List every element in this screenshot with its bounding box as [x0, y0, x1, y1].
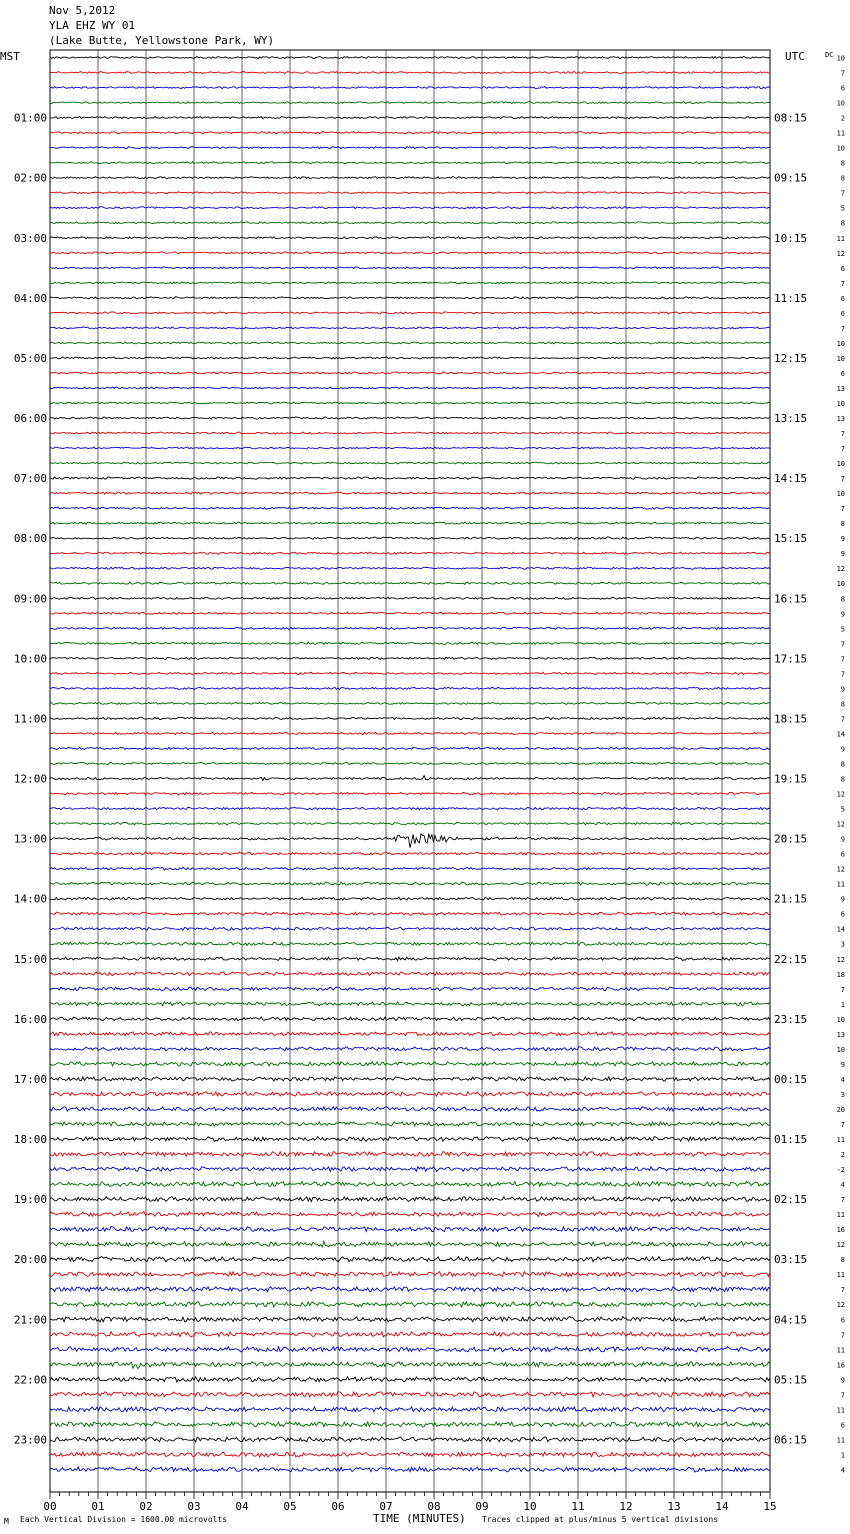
trace-line: [50, 792, 770, 795]
hour-label-left: 03:00: [13, 231, 47, 245]
x-tick-label: 02: [139, 1500, 153, 1513]
trace-line: [50, 957, 770, 961]
dc-offset-label: 12: [836, 1241, 845, 1250]
hour-label-left: 19:00: [13, 1193, 47, 1207]
dc-offset-label: 10: [836, 54, 845, 63]
dc-offset-label: 7: [840, 640, 845, 649]
trace-line: [50, 1167, 770, 1172]
trace-line: [50, 987, 770, 991]
hour-label-left: 08:00: [13, 532, 47, 546]
dc-offset-label: 8: [840, 1256, 845, 1265]
hour-label-right: 18:15: [774, 712, 808, 726]
hour-label-right: 12:15: [774, 351, 808, 365]
dc-offset-label: 10: [836, 99, 845, 108]
trace-line: [50, 1227, 770, 1232]
trace-line: [50, 627, 770, 629]
hour-label-right: 22:15: [774, 952, 808, 966]
x-axis-title: TIME (MINUTES): [373, 1512, 466, 1525]
dc-offset-label: 7: [840, 279, 845, 288]
x-tick-label: 05: [283, 1500, 297, 1513]
dc-offset-label: 4: [840, 1075, 845, 1084]
dc-offset-label: 11: [836, 1406, 845, 1415]
trace-line: [50, 717, 770, 719]
trace-line: [50, 1241, 770, 1247]
trace-line: [50, 657, 770, 659]
trace-line: [50, 582, 770, 584]
x-tick-label: 04: [235, 1500, 249, 1513]
dc-offset-label: 7: [840, 69, 845, 78]
dc-offset-label: 6: [840, 910, 845, 919]
trace-line: [50, 776, 770, 781]
dc-header-label: DC: [825, 51, 834, 59]
dc-offset-label: 10: [836, 490, 845, 499]
hour-label-right: 00:15: [774, 1072, 808, 1086]
trace-line: [50, 1257, 770, 1262]
trace-line: [50, 462, 770, 464]
trace-line: [50, 192, 770, 194]
trace-line: [50, 1452, 770, 1457]
dc-offset-label: 6: [840, 369, 845, 378]
dc-offset-label: 12: [836, 1301, 845, 1310]
trace-line: [50, 1137, 770, 1142]
dc-offset-label: 12: [836, 820, 845, 829]
trace-line: [50, 1182, 770, 1187]
trace-line: [50, 612, 770, 614]
dc-offset-label: 10: [836, 1015, 845, 1024]
dc-offset-label: 7: [840, 505, 845, 514]
dc-offset-label: 7: [840, 670, 845, 679]
dc-offset-label: 7: [840, 1286, 845, 1295]
hour-label-left: 23:00: [13, 1433, 47, 1447]
dc-offset-label: 1: [840, 1451, 845, 1460]
hour-label-right: 20:15: [774, 832, 808, 846]
hour-label-left: 09:00: [13, 592, 47, 606]
trace-line: [50, 687, 770, 689]
x-tick-label: 00: [43, 1500, 57, 1513]
x-tick-label: 09: [475, 1500, 489, 1513]
right-timezone-label: UTC: [785, 50, 805, 63]
trace-line: [50, 1212, 770, 1217]
trace-line: [50, 1422, 770, 1427]
dc-offset-label: 7: [840, 715, 845, 724]
trace-line: [50, 492, 770, 494]
trace-line: [50, 327, 770, 329]
station-location: (Lake Butte, Yellowstone Park, WY): [49, 34, 275, 47]
dc-offset-label: 16: [836, 1361, 845, 1370]
left-timezone-label: MST: [0, 50, 20, 63]
dc-offset-label: 9: [840, 1060, 845, 1069]
dc-offset-label: 8: [840, 700, 845, 709]
hour-label-left: 16:00: [13, 1012, 47, 1026]
hour-label-right: 08:15: [774, 111, 808, 125]
dc-offset-label: 3: [840, 1090, 845, 1099]
hour-label-left: 22:00: [13, 1373, 47, 1387]
trace-line: [50, 372, 770, 374]
dc-offset-label: 14: [836, 730, 845, 739]
trace-line: [50, 1332, 770, 1337]
dc-offset-label: 9: [840, 895, 845, 904]
clip-note: Traces clipped at plus/minus 5 vertical divisions: [482, 1515, 719, 1524]
trace-line: [50, 1317, 770, 1322]
hour-label-left: 11:00: [13, 712, 47, 726]
dc-offset-label: 6: [840, 84, 845, 93]
trace-line: [50, 642, 770, 644]
trace-line: [50, 1002, 770, 1006]
dc-offset-label: 8: [840, 775, 845, 784]
trace-line: [50, 1077, 770, 1081]
hour-label-left: 13:00: [13, 832, 47, 846]
dc-offset-label: 7: [840, 445, 845, 454]
hour-label-right: 16:15: [774, 592, 808, 606]
dc-offset-label: 7: [840, 1120, 845, 1129]
trace-line: [50, 87, 770, 89]
trace-line: [50, 1122, 770, 1127]
trace-line: [50, 222, 770, 224]
dc-offset-label: 6: [840, 309, 845, 318]
dc-offset-label: 5: [840, 204, 845, 213]
dc-offset-label: 8: [840, 520, 845, 529]
trace-line: [50, 1302, 770, 1307]
trace-line: [50, 132, 770, 134]
trace-line: [50, 522, 770, 524]
hour-label-right: 10:15: [774, 231, 808, 245]
trace-line: [50, 102, 770, 104]
dc-offset-label: 11: [836, 1136, 845, 1145]
trace-line: [50, 1152, 770, 1157]
dc-offset-label: 7: [840, 1196, 845, 1205]
trace-line: [50, 297, 770, 299]
dc-offset-label: 10: [836, 1045, 845, 1054]
hour-label-left: 20:00: [13, 1253, 47, 1267]
dc-offset-label: 7: [840, 189, 845, 198]
trace-line: [50, 537, 770, 539]
dc-offset-label: 12: [836, 865, 845, 874]
trace-line: [50, 1017, 770, 1021]
dc-offset-label: 5: [840, 625, 845, 634]
dc-offset-label: 10: [836, 144, 845, 153]
trace-line: [50, 162, 770, 164]
hour-label-left: 02:00: [13, 171, 47, 185]
trace-line: [50, 72, 770, 74]
trace-line: [50, 267, 770, 269]
hour-label-left: 10:00: [13, 652, 47, 666]
hour-label-right: 23:15: [774, 1012, 808, 1026]
dc-offset-label: 9: [840, 535, 845, 544]
dc-offset-label: 8: [840, 219, 845, 228]
hour-label-right: 21:15: [774, 892, 808, 906]
dc-offset-label: 10: [836, 399, 845, 408]
trace-line: [50, 834, 770, 848]
trace-line: [50, 852, 770, 855]
hour-label-right: 14:15: [774, 472, 808, 486]
dc-offset-label: 11: [836, 1211, 845, 1220]
dc-offset-label: 8: [840, 159, 845, 168]
dc-offset-label: 7: [840, 985, 845, 994]
trace-line: [50, 477, 770, 479]
x-tick-label: 12: [619, 1500, 633, 1513]
trace-line: [50, 882, 770, 885]
hour-label-right: 19:15: [774, 772, 808, 786]
trace-line: [50, 1392, 770, 1397]
trace-line: [50, 387, 770, 389]
dc-offset-label: 11: [836, 1436, 845, 1445]
dc-offset-label: 11: [836, 234, 845, 243]
hour-label-right: 04:15: [774, 1313, 808, 1327]
hour-label-right: 03:15: [774, 1253, 808, 1267]
trace-line: [50, 567, 770, 569]
trace-line: [50, 1347, 770, 1352]
dc-offset-label: 6: [840, 1421, 845, 1430]
trace-line: [50, 597, 770, 599]
x-tick-label: 07: [379, 1500, 393, 1513]
dc-offset-label: 13: [836, 384, 845, 393]
trace-line: [50, 672, 770, 674]
trace-line: [50, 57, 770, 59]
x-tick-label: 01: [91, 1500, 105, 1513]
hour-label-left: 06:00: [13, 412, 47, 426]
dc-offset-label: 8: [840, 174, 845, 183]
dc-offset-label: -2: [836, 1166, 845, 1175]
dc-offset-label: 4: [840, 1181, 845, 1190]
x-tick-label: 06: [331, 1500, 345, 1513]
x-tick-label: 13: [667, 1500, 681, 1513]
trace-line: [50, 1362, 770, 1369]
trace-line: [50, 732, 770, 734]
dc-offset-label: 9: [840, 610, 845, 619]
trace-line: [50, 927, 770, 930]
hour-label-right: 17:15: [774, 652, 808, 666]
hour-label-left: 18:00: [13, 1133, 47, 1147]
trace-line: [50, 942, 770, 945]
dc-offset-label: 12: [836, 565, 845, 574]
hour-label-left: 15:00: [13, 952, 47, 966]
trace-line: [50, 507, 770, 509]
dc-offset-label: 11: [836, 1271, 845, 1280]
hour-label-right: 02:15: [774, 1193, 808, 1207]
x-tick-label: 10: [523, 1500, 537, 1513]
dc-offset-label: 7: [840, 1331, 845, 1340]
dc-offset-label: 1: [840, 1000, 845, 1009]
dc-offset-label: 11: [836, 129, 845, 138]
dc-offset-label: 10: [836, 339, 845, 348]
dc-offset-label: 12: [836, 249, 845, 258]
dc-offset-label: 9: [840, 685, 845, 694]
dc-offset-label: 6: [840, 264, 845, 273]
trace-line: [50, 552, 770, 554]
dc-offset-label: 7: [840, 475, 845, 484]
trace-line: [50, 252, 770, 254]
chart-date: Nov 5,2012: [49, 4, 116, 17]
trace-line: [50, 1287, 770, 1292]
hour-label-left: 01:00: [13, 111, 47, 125]
dc-offset-label: 11: [836, 1346, 845, 1355]
dc-offset-label: 8: [840, 760, 845, 769]
dc-offset-label: 7: [840, 324, 845, 333]
hour-label-left: 14:00: [13, 892, 47, 906]
dc-offset-label: 6: [840, 294, 845, 303]
hour-label-right: 01:15: [774, 1133, 808, 1147]
trace-line: [50, 342, 770, 344]
trace-line: [50, 822, 770, 825]
hour-label-right: 09:15: [774, 171, 808, 185]
trace-line: [50, 312, 770, 314]
trace-line: [50, 762, 770, 764]
hour-label-right: 06:15: [774, 1433, 808, 1447]
hour-label-left: 12:00: [13, 772, 47, 786]
x-tick-label: 03: [187, 1500, 201, 1513]
dc-offset-label: 7: [840, 430, 845, 439]
dc-offset-label: 12: [836, 790, 845, 799]
x-tick-label: 08: [427, 1500, 441, 1513]
dc-offset-label: 7: [840, 1391, 845, 1400]
dc-offset-label: 10: [836, 580, 845, 589]
corner-mark: M: [4, 1517, 9, 1526]
trace-line: [50, 912, 770, 915]
trace-line: [50, 402, 770, 404]
trace-line: [50, 1467, 770, 1472]
dc-offset-label: 2: [840, 1151, 845, 1160]
trace-line: [50, 972, 770, 976]
trace-line: [50, 117, 770, 119]
trace-line: [50, 1272, 770, 1277]
dc-offset-label: 9: [840, 835, 845, 844]
trace-line: [50, 237, 770, 239]
dc-offset-label: 9: [840, 550, 845, 559]
trace-line: [50, 1437, 770, 1442]
dc-offset-label: 18: [836, 970, 845, 979]
dc-offset-label: 4: [840, 1466, 845, 1475]
dc-offset-label: 13: [836, 415, 845, 424]
trace-line: [50, 897, 770, 900]
x-tick-label: 14: [715, 1500, 729, 1513]
x-tick-label: 11: [571, 1500, 585, 1513]
trace-line: [50, 1092, 770, 1097]
dc-offset-label: 6: [840, 1316, 845, 1325]
dc-offset-label: 9: [840, 1376, 845, 1385]
dc-offset-label: 16: [836, 1226, 845, 1235]
hour-label-left: 21:00: [13, 1313, 47, 1327]
dc-offset-label: 12: [836, 955, 845, 964]
trace-line: [50, 1047, 770, 1051]
trace-line: [50, 702, 770, 704]
trace-line: [50, 432, 770, 434]
dc-offset-label: 10: [836, 460, 845, 469]
hour-label-left: 05:00: [13, 351, 47, 365]
hour-label-left: 04:00: [13, 291, 47, 305]
trace-line: [50, 417, 770, 419]
dc-offset-label: 8: [840, 595, 845, 604]
chart-title: YLA EHZ WY 01: [49, 19, 136, 32]
dc-offset-label: 3: [840, 940, 845, 949]
trace-line: [50, 1407, 770, 1412]
dc-offset-label: 6: [840, 850, 845, 859]
hour-label-right: 15:15: [774, 532, 808, 546]
dc-offset-label: 7: [840, 655, 845, 664]
dc-offset-label: 20: [836, 1105, 845, 1114]
dc-offset-label: 13: [836, 1030, 845, 1039]
trace-line: [50, 447, 770, 449]
hour-label-left: 17:00: [13, 1072, 47, 1086]
trace-line: [50, 807, 770, 809]
hour-label-right: 13:15: [774, 412, 808, 426]
hour-label-right: 11:15: [774, 291, 808, 305]
dc-offset-label: 5: [840, 805, 845, 814]
hour-label-right: 05:15: [774, 1373, 808, 1387]
trace-line: [50, 1107, 770, 1112]
trace-line: [50, 747, 770, 749]
trace-line: [50, 207, 770, 209]
dc-offset-label: 2: [840, 114, 845, 123]
trace-line: [50, 1197, 770, 1202]
trace-line: [50, 357, 770, 359]
x-tick-label: 15: [763, 1500, 777, 1513]
trace-line: [50, 867, 770, 870]
dc-offset-label: 14: [836, 925, 845, 934]
trace-line: [50, 282, 770, 284]
trace-line: [50, 177, 770, 179]
hour-label-left: 07:00: [13, 472, 47, 486]
trace-line: [50, 1032, 770, 1036]
trace-line: [50, 147, 770, 149]
scale-note: Each Vertical Division = 1600.00 microvolts: [20, 1515, 228, 1524]
dc-offset-label: 11: [836, 880, 845, 889]
dc-offset-label: 10: [836, 354, 845, 363]
trace-line: [50, 1062, 770, 1066]
dc-offset-label: 9: [840, 745, 845, 754]
trace-line: [50, 1377, 770, 1382]
